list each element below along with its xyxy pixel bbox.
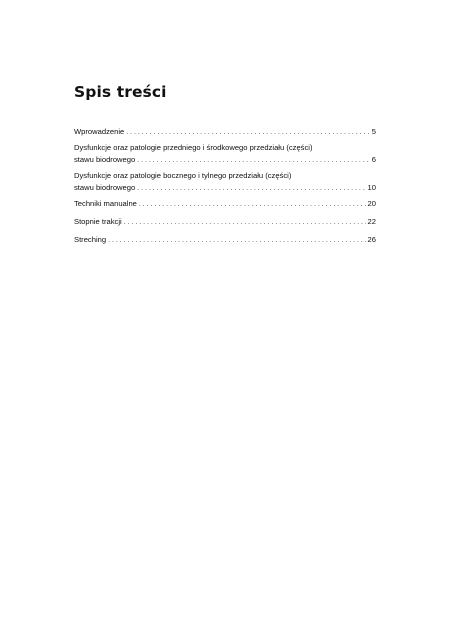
toc-dot-leader xyxy=(137,154,370,167)
toc-page-number: 20 xyxy=(367,199,376,208)
toc-entry-boczny-przedzial xyxy=(74,170,376,194)
toc-entry-title-continued: stawu biodrowego xyxy=(74,154,136,164)
toc-page-number: 10 xyxy=(367,182,376,192)
toc-entry-title: Dysfunkcje oraz patologie przedniego i środkowego przedziału (części) xyxy=(74,143,313,152)
toc-entry-stopnie-trakcji xyxy=(74,216,376,229)
toc-entry-title: Techniki manualne xyxy=(74,199,137,208)
toc-dot-leader xyxy=(139,198,366,211)
toc-entry-title: Streching xyxy=(74,235,107,244)
toc-dot-leader xyxy=(108,234,365,247)
toc-entry-przedni-przedzial xyxy=(74,142,376,166)
toc-entry-techniki-manualne xyxy=(74,198,376,211)
toc-title: Spis treści xyxy=(74,83,167,101)
toc-entry-streching xyxy=(74,234,376,247)
toc-page-number: 5 xyxy=(371,127,376,136)
toc-entry-title: Stopnie trakcji xyxy=(74,217,122,226)
toc-entry-wprowadzenie xyxy=(74,126,376,139)
toc-page-number: 26 xyxy=(367,235,376,244)
toc-entry-title: Wprowadzenie xyxy=(74,127,125,136)
toc-dot-leader xyxy=(137,182,365,195)
toc-entry-title-continued: stawu biodrowego xyxy=(74,182,136,192)
toc-entry-title: Dysfunkcje oraz patologie bocznego i tylnego przedziału (części) xyxy=(74,171,292,180)
toc-dot-leader xyxy=(124,216,366,229)
toc-page-number: 6 xyxy=(371,154,376,164)
toc-dot-leader xyxy=(126,126,370,139)
toc-page-number: 22 xyxy=(367,217,376,226)
